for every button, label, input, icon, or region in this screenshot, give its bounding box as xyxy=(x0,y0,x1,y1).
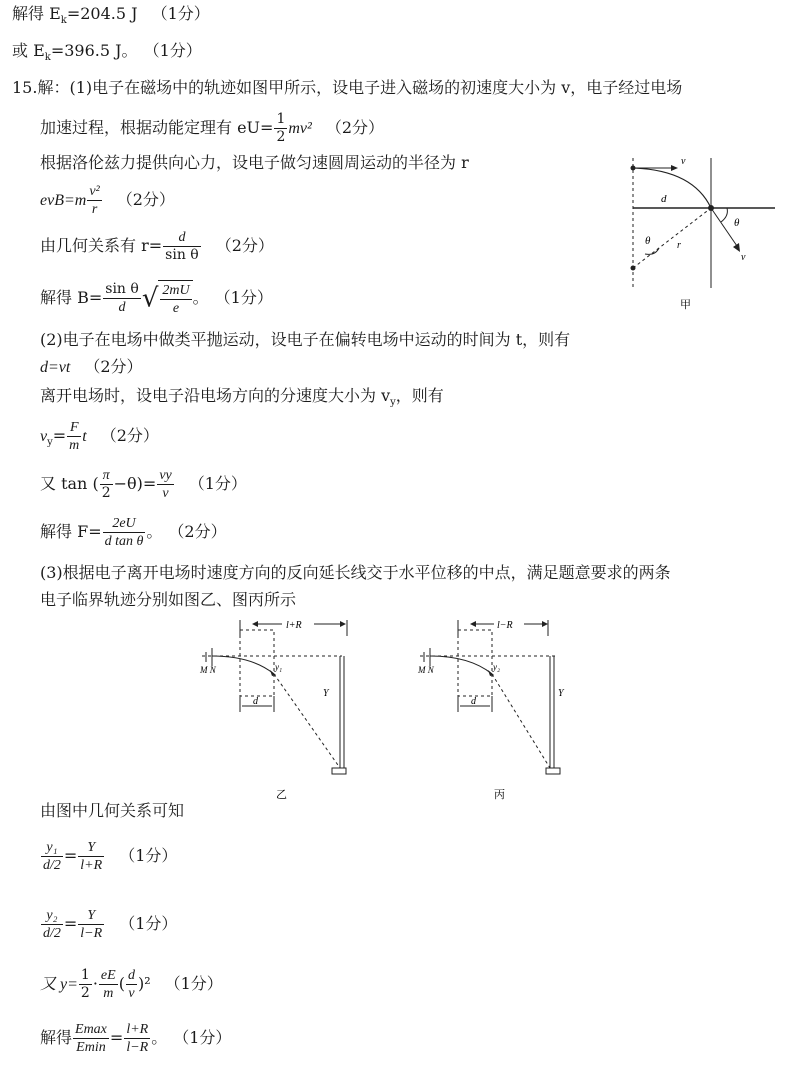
fraction: $\frac{\text{v²}}{r}$ xyxy=(89,184,100,217)
fraction: $\frac{2mU}{e}$ xyxy=(162,283,190,316)
score: （1分） xyxy=(119,914,178,933)
fraction: $\frac{\text{sin θ}}{d}$ xyxy=(105,281,139,315)
fraction: $\frac{Emax}{Emin}$ xyxy=(75,1022,107,1055)
screen-base xyxy=(546,768,560,774)
angle-arc xyxy=(721,208,727,222)
score: （1分） xyxy=(164,974,223,993)
score: （2分） xyxy=(215,236,274,255)
figure-caption: 甲 xyxy=(680,299,691,311)
score: （2分） xyxy=(84,357,143,376)
text: 。 xyxy=(146,522,163,541)
line-f-result xyxy=(40,514,227,550)
text: 解：(1)电子在磁场中的轨迹如图甲所示，设电子进入磁场的初速度大小为 v，电子经过电场 xyxy=(37,78,683,97)
text: 解得 xyxy=(40,1028,73,1047)
text: v xyxy=(40,428,48,445)
sqrt-icon: √ xyxy=(141,283,159,314)
fraction: $\frac{l+R}{l-R}$ xyxy=(126,1022,149,1055)
line-ek-result-2 xyxy=(12,41,202,64)
text: =204.5 J xyxy=(66,4,138,23)
label-d: d xyxy=(253,696,258,707)
line-lorentz xyxy=(40,153,469,173)
label-r: r xyxy=(677,240,681,251)
arrow-head-icon xyxy=(733,243,740,252)
line-y2-equation xyxy=(40,900,177,948)
line-d-vt xyxy=(40,357,143,378)
text: 。 xyxy=(151,1028,168,1047)
label-d: d xyxy=(471,696,476,707)
text: = xyxy=(109,1028,124,1047)
line-part3-intro xyxy=(40,563,671,583)
fraction: $\frac{vy}{v}$ xyxy=(159,468,172,501)
text: = xyxy=(52,426,67,445)
line-y1-equation xyxy=(40,832,177,880)
extension-line xyxy=(274,674,340,768)
fraction: $\frac{d}{\text{sin θ}}$ xyxy=(165,230,199,263)
fraction: $\frac{1}{2}$ xyxy=(276,111,286,145)
text: t xyxy=(82,428,87,445)
text: 由几何关系有 r= xyxy=(40,236,163,255)
electron-trajectory xyxy=(633,168,711,208)
figure-jia xyxy=(615,150,785,320)
fraction: $\frac{Y}{l+R}$ xyxy=(80,840,103,873)
label-big-y: Y xyxy=(558,688,564,699)
label-d: d xyxy=(661,193,667,205)
fraction: $\frac{eE}{m}$ xyxy=(100,968,116,1001)
figure-caption: 丙 xyxy=(494,789,505,801)
score: （1分） xyxy=(181,1028,232,1047)
field-region xyxy=(240,630,274,696)
text: mv² xyxy=(288,120,312,137)
subscript: k xyxy=(44,52,51,64)
label-mn: M N xyxy=(200,665,216,675)
fraction: $\frac{\pi}{2}$ xyxy=(101,468,111,501)
line-critical-tracks xyxy=(40,590,296,610)
subscript: y xyxy=(47,437,53,449)
fraction: $\frac{d}{v}$ xyxy=(127,968,135,1001)
score: （1分） xyxy=(119,846,178,865)
score: （1分） xyxy=(188,474,247,493)
fraction: $\frac{Y}{l-R}$ xyxy=(80,908,103,941)
subscript: k xyxy=(60,15,67,27)
label-theta: θ xyxy=(734,217,740,229)
text: 根据洛伦兹力提供向心力，设电子做匀速圆周运动的半径为 r xyxy=(40,153,469,172)
fraction: $\frac{\text{y₁}}{d/2}$ xyxy=(43,840,61,873)
score: （2分） xyxy=(116,190,175,209)
text: =396.5 J。 xyxy=(50,41,138,60)
label-big-y: Y xyxy=(323,688,329,699)
field-region xyxy=(458,630,492,696)
line-b-result xyxy=(40,280,273,317)
trajectory xyxy=(212,656,274,674)
line-part2-intro xyxy=(40,330,570,350)
text: · xyxy=(92,974,98,993)
score: （1分） xyxy=(151,41,202,60)
text: 又 tan ( xyxy=(40,474,99,493)
figure-caption: 乙 xyxy=(276,789,287,801)
text: = xyxy=(63,846,78,865)
screen-base xyxy=(332,768,346,774)
text: (2)电子在电场中做类平抛运动，设电子在偏转电场中运动的时间为 t，则有 xyxy=(40,330,571,349)
text: −θ)= xyxy=(113,474,157,493)
line-evb-equation xyxy=(40,182,175,219)
text: = xyxy=(63,914,78,933)
line-geometry-relation xyxy=(40,801,184,821)
fraction: $\frac{2eU}{\text{d tan θ}}$ xyxy=(104,516,144,549)
label-l-minus-r: l−R xyxy=(497,620,513,631)
text: ² xyxy=(144,974,151,993)
fraction: $\frac{\text{y₂}}{d/2}$ xyxy=(43,908,61,941)
extension-line xyxy=(492,674,550,768)
text: 由图中几何关系可知 xyxy=(40,801,185,820)
text: 解得 B= xyxy=(40,288,103,307)
fraction: $\frac{1}{2}$ xyxy=(80,967,90,1001)
line-vy-equation xyxy=(40,418,159,455)
label-y: y₁ xyxy=(275,662,283,672)
text: 解得 F= xyxy=(40,522,102,541)
figure-yi xyxy=(192,612,362,802)
text: d=vt xyxy=(40,359,71,376)
score: （1分） xyxy=(151,4,210,23)
text: (3)根据电子离开电场时速度方向的反向延长线交于水平位移的中点，满足题意要求的两条 xyxy=(40,563,671,582)
text: 解得 E xyxy=(12,4,61,23)
text: 又 y= xyxy=(40,976,78,993)
label-y: y₂ xyxy=(493,662,501,672)
question-number: 15. xyxy=(12,78,38,97)
text: 。 xyxy=(192,288,209,307)
score: （2分） xyxy=(325,118,385,137)
line-geometry-r xyxy=(40,228,274,264)
fraction: $\frac{F}{m}$ xyxy=(69,420,80,453)
subscript: y xyxy=(390,397,396,409)
arrow-head-icon xyxy=(542,621,548,627)
score: （2分） xyxy=(176,522,227,541)
line-final-ratio xyxy=(40,1020,231,1056)
score: （2分） xyxy=(100,426,159,445)
text: evB=m xyxy=(40,192,87,209)
label-v-out: v xyxy=(741,252,746,263)
text: 加速过程，根据动能定理有 eU= xyxy=(40,118,274,137)
line-y-equation: 又 y= $\frac{1}{2}$ · $\frac{eE}{m}$ ( $\frac{d}{v}$ )² （1分） xyxy=(40,967,223,1001)
figure-bing xyxy=(410,612,580,802)
trajectory xyxy=(430,656,492,674)
text: 或 E xyxy=(12,41,45,60)
arrow-head-icon xyxy=(340,621,346,627)
line-ek-result-1 xyxy=(12,4,210,27)
sqrt-radicand xyxy=(158,280,192,317)
label-l-plus-r: l+R xyxy=(286,620,302,631)
line-q15-intro xyxy=(12,78,682,98)
text: ，则有 xyxy=(395,386,444,405)
label-theta: θ xyxy=(645,235,651,247)
text: 电子临界轨迹分别如图乙、图丙所示 xyxy=(40,590,297,609)
text: 离开电场时，设电子沿电场方向的分速度大小为 v xyxy=(40,386,391,405)
score: （1分） xyxy=(222,288,273,307)
line-tan-equation xyxy=(40,466,247,502)
arrow-head-icon xyxy=(252,621,258,627)
label-v-top: v xyxy=(681,156,686,167)
label-mn: M N xyxy=(418,665,434,675)
line-energy-equation xyxy=(40,110,384,147)
arrow-head-icon xyxy=(671,165,678,171)
arrow-head-icon xyxy=(470,621,476,627)
line-vy-intro xyxy=(40,386,444,409)
angle-arc xyxy=(645,248,659,254)
